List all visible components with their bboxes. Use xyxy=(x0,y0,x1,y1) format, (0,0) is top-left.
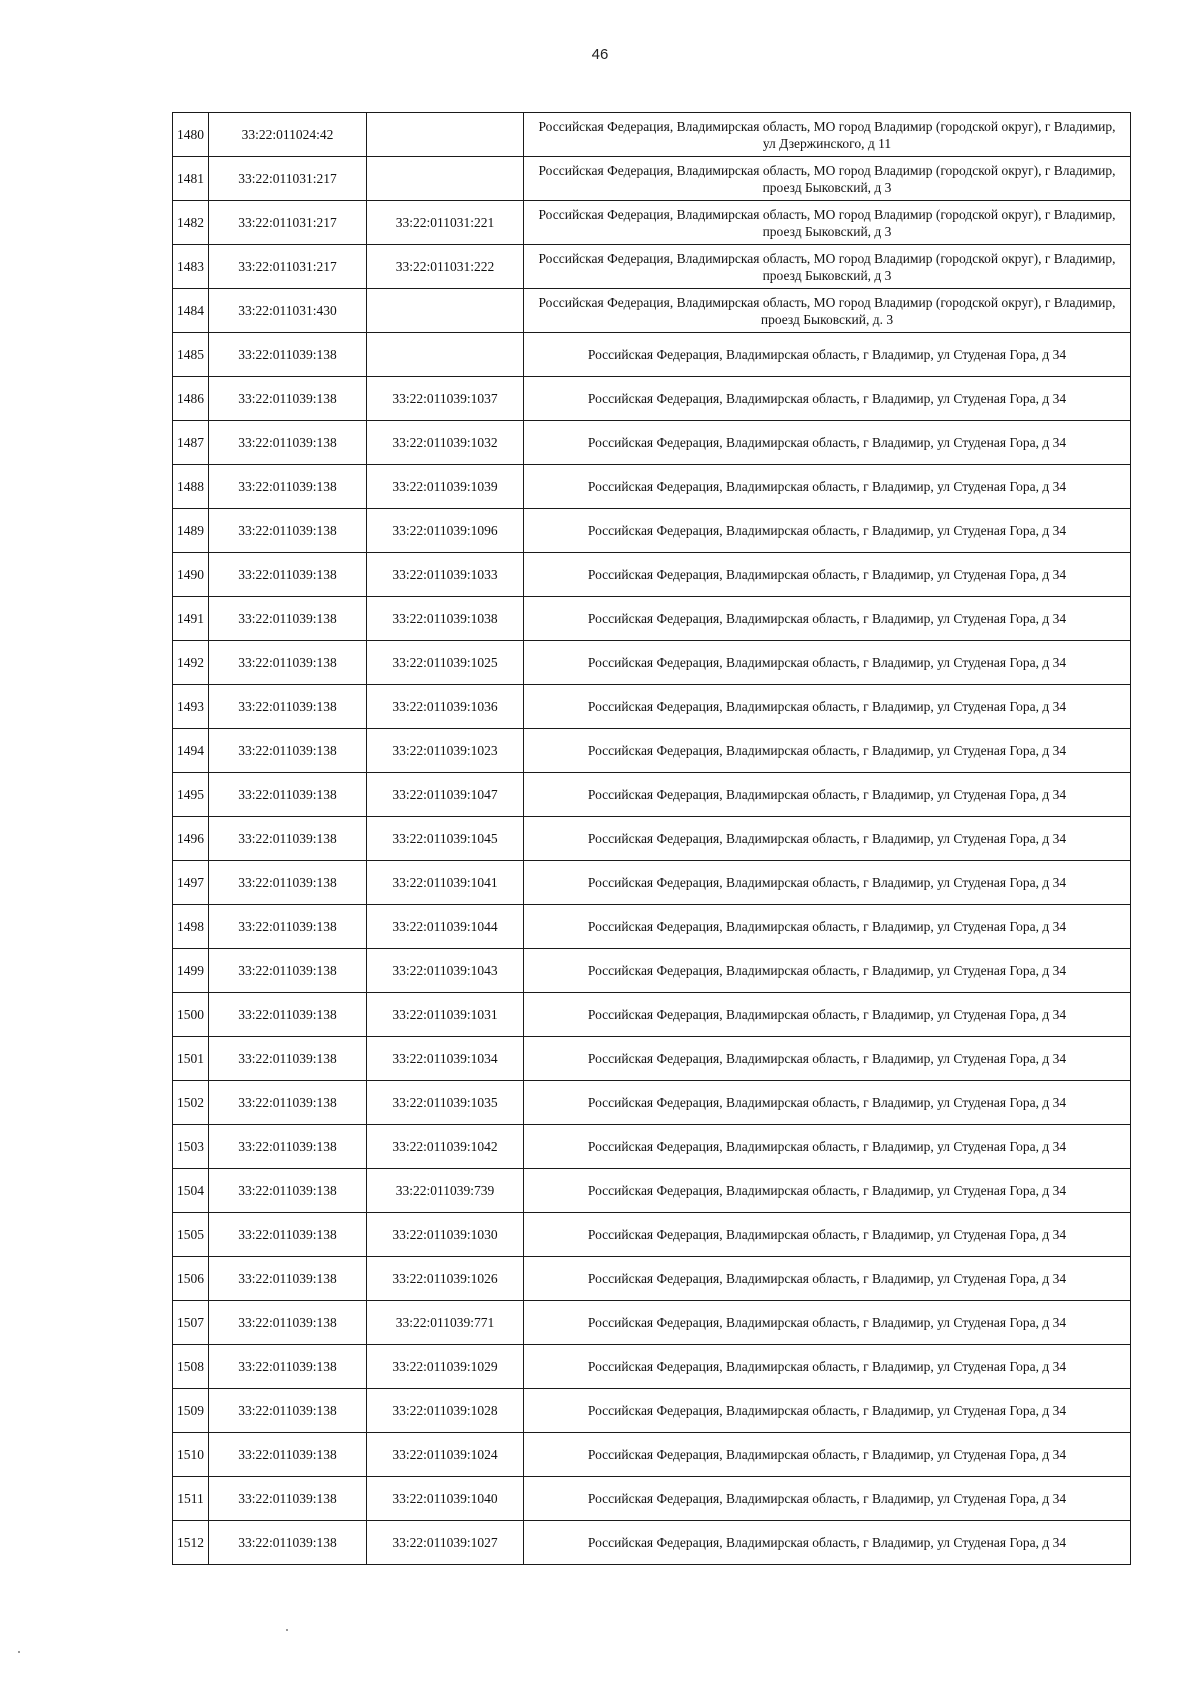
address-cell: Российская Федерация, Владимирская область, г Владимир, ул Студеная Гора, д 34 xyxy=(524,1081,1131,1125)
table-row xyxy=(173,1521,1131,1565)
row-number-cell: 1510 xyxy=(173,1433,209,1477)
row-number-cell: 1480 xyxy=(173,113,209,157)
row-number-cell: 1494 xyxy=(173,729,209,773)
address-cell: Российская Федерация, Владимирская область, МО город Владимир (городской округ), г Владимир, ул Дзержинского, д 11 xyxy=(524,113,1131,157)
row-number-cell: 1509 xyxy=(173,1389,209,1433)
table-row xyxy=(173,729,1131,773)
row-number-cell: 1512 xyxy=(173,1521,209,1565)
address-cell: Российская Федерация, Владимирская область, г Владимир, ул Студеная Гора, д 34 xyxy=(524,1433,1131,1477)
scan-speck xyxy=(286,1629,288,1631)
sub-object-number-cell: 33:22:011039:1025 xyxy=(367,641,524,685)
row-number-cell: 1483 xyxy=(173,245,209,289)
sub-object-number-cell: 33:22:011039:1037 xyxy=(367,377,524,421)
cadastral-number-cell: 33:22:011039:138 xyxy=(209,817,367,861)
address-cell: Российская Федерация, Владимирская область, г Владимир, ул Студеная Гора, д 34 xyxy=(524,685,1131,729)
table-row xyxy=(173,1477,1131,1521)
row-number-cell: 1502 xyxy=(173,1081,209,1125)
cadastral-number-cell: 33:22:011039:138 xyxy=(209,1081,367,1125)
row-number-cell: 1491 xyxy=(173,597,209,641)
table-row xyxy=(173,509,1131,553)
page-number: 46 xyxy=(591,46,609,63)
row-number-cell: 1504 xyxy=(173,1169,209,1213)
address-cell: Российская Федерация, Владимирская область, г Владимир, ул Студеная Гора, д 34 xyxy=(524,1213,1131,1257)
sub-object-number-cell: 33:22:011039:1035 xyxy=(367,1081,524,1125)
sub-object-number-cell: 33:22:011039:1047 xyxy=(367,773,524,817)
cadastral-number-cell: 33:22:011039:138 xyxy=(209,553,367,597)
table-row xyxy=(173,1389,1131,1433)
sub-object-number-cell: 33:22:011031:222 xyxy=(367,245,524,289)
table-row xyxy=(173,1213,1131,1257)
table-row xyxy=(173,245,1131,289)
address-cell: Российская Федерация, Владимирская область, г Владимир, ул Студеная Гора, д 34 xyxy=(524,333,1131,377)
sub-object-number-cell: 33:22:011039:771 xyxy=(367,1301,524,1345)
row-number-cell: 1486 xyxy=(173,377,209,421)
sub-object-number-cell: 33:22:011039:1033 xyxy=(367,553,524,597)
table-row xyxy=(173,377,1131,421)
cadastral-number-cell: 33:22:011039:138 xyxy=(209,641,367,685)
table-row xyxy=(173,861,1131,905)
cadastral-number-cell: 33:22:011039:138 xyxy=(209,1257,367,1301)
table-row xyxy=(173,1257,1131,1301)
address-cell: Российская Федерация, Владимирская область, г Владимир, ул Студеная Гора, д 34 xyxy=(524,773,1131,817)
table-row xyxy=(173,817,1131,861)
table-row xyxy=(173,113,1131,157)
row-number-cell: 1508 xyxy=(173,1345,209,1389)
cadastral-number-cell: 33:22:011039:138 xyxy=(209,729,367,773)
table-row xyxy=(173,1125,1131,1169)
sub-object-number-cell: 33:22:011039:1030 xyxy=(367,1213,524,1257)
address-cell: Российская Федерация, Владимирская область, г Владимир, ул Студеная Гора, д 34 xyxy=(524,1521,1131,1565)
row-number-cell: 1506 xyxy=(173,1257,209,1301)
cadastral-number-cell: 33:22:011024:42 xyxy=(209,113,367,157)
address-cell: Российская Федерация, Владимирская область, г Владимир, ул Студеная Гора, д 34 xyxy=(524,1037,1131,1081)
cadastral-number-cell: 33:22:011039:138 xyxy=(209,377,367,421)
row-number-cell: 1492 xyxy=(173,641,209,685)
table-row xyxy=(173,685,1131,729)
sub-object-number-cell: 33:22:011039:1039 xyxy=(367,465,524,509)
address-cell: Российская Федерация, Владимирская область, г Владимир, ул Студеная Гора, д 34 xyxy=(524,1389,1131,1433)
cadastral-number-cell: 33:22:011039:138 xyxy=(209,1345,367,1389)
table-row xyxy=(173,597,1131,641)
sub-object-number-cell: 33:22:011039:1028 xyxy=(367,1389,524,1433)
sub-object-number-cell: 33:22:011039:1044 xyxy=(367,905,524,949)
address-cell: Российская Федерация, Владимирская область, МО город Владимир (городской округ), г Владимир, проезд Быковский, д. 3 xyxy=(524,289,1131,333)
sub-object-number-cell xyxy=(367,113,524,157)
address-cell: Российская Федерация, Владимирская область, г Владимир, ул Студеная Гора, д 34 xyxy=(524,1125,1131,1169)
address-cell: Российская Федерация, Владимирская область, МО город Владимир (городской округ), г Владимир, проезд Быковский, д 3 xyxy=(524,245,1131,289)
registry-table xyxy=(172,112,1131,1565)
row-number-cell: 1499 xyxy=(173,949,209,993)
cadastral-number-cell: 33:22:011039:138 xyxy=(209,1213,367,1257)
table-row xyxy=(173,289,1131,333)
table-row xyxy=(173,201,1131,245)
cadastral-number-cell: 33:22:011039:138 xyxy=(209,421,367,465)
row-number-cell: 1501 xyxy=(173,1037,209,1081)
row-number-cell: 1482 xyxy=(173,201,209,245)
address-cell: Российская Федерация, Владимирская область, г Владимир, ул Студеная Гора, д 34 xyxy=(524,377,1131,421)
row-number-cell: 1488 xyxy=(173,465,209,509)
address-cell: Российская Федерация, Владимирская область, МО город Владимир (городской округ), г Владимир, проезд Быковский, д 3 xyxy=(524,201,1131,245)
cadastral-number-cell: 33:22:011039:138 xyxy=(209,861,367,905)
table-row xyxy=(173,1345,1131,1389)
row-number-cell: 1507 xyxy=(173,1301,209,1345)
sub-object-number-cell: 33:22:011039:739 xyxy=(367,1169,524,1213)
sub-object-number-cell: 33:22:011039:1096 xyxy=(367,509,524,553)
sub-object-number-cell: 33:22:011039:1038 xyxy=(367,597,524,641)
cadastral-number-cell: 33:22:011039:138 xyxy=(209,993,367,1037)
row-number-cell: 1481 xyxy=(173,157,209,201)
table-row xyxy=(173,157,1131,201)
address-cell: Российская Федерация, Владимирская область, г Владимир, ул Студеная Гора, д 34 xyxy=(524,1477,1131,1521)
cadastral-number-cell: 33:22:011039:138 xyxy=(209,949,367,993)
cadastral-number-cell: 33:22:011039:138 xyxy=(209,1389,367,1433)
table-row xyxy=(173,773,1131,817)
row-number-cell: 1487 xyxy=(173,421,209,465)
table-row xyxy=(173,949,1131,993)
row-number-cell: 1484 xyxy=(173,289,209,333)
registry-table-body xyxy=(173,113,1131,1565)
row-number-cell: 1496 xyxy=(173,817,209,861)
address-cell: Российская Федерация, Владимирская область, г Владимир, ул Студеная Гора, д 34 xyxy=(524,817,1131,861)
sub-object-number-cell: 33:22:011039:1036 xyxy=(367,685,524,729)
sub-object-number-cell: 33:22:011039:1027 xyxy=(367,1521,524,1565)
row-number-cell: 1489 xyxy=(173,509,209,553)
table-row xyxy=(173,641,1131,685)
row-number-cell: 1490 xyxy=(173,553,209,597)
row-number-cell: 1503 xyxy=(173,1125,209,1169)
address-cell: Российская Федерация, Владимирская область, г Владимир, ул Студеная Гора, д 34 xyxy=(524,465,1131,509)
address-cell: Российская Федерация, Владимирская область, г Владимир, ул Студеная Гора, д 34 xyxy=(524,421,1131,465)
row-number-cell: 1505 xyxy=(173,1213,209,1257)
row-number-cell: 1493 xyxy=(173,685,209,729)
cadastral-number-cell: 33:22:011039:138 xyxy=(209,1301,367,1345)
cadastral-number-cell: 33:22:011031:217 xyxy=(209,201,367,245)
cadastral-number-cell: 33:22:011039:138 xyxy=(209,685,367,729)
table-row xyxy=(173,421,1131,465)
cadastral-number-cell: 33:22:011031:217 xyxy=(209,245,367,289)
table-row xyxy=(173,1081,1131,1125)
address-cell: Российская Федерация, Владимирская область, г Владимир, ул Студеная Гора, д 34 xyxy=(524,861,1131,905)
cadastral-number-cell: 33:22:011031:430 xyxy=(209,289,367,333)
table-row xyxy=(173,1433,1131,1477)
sub-object-number-cell: 33:22:011039:1042 xyxy=(367,1125,524,1169)
cadastral-number-cell: 33:22:011039:138 xyxy=(209,1037,367,1081)
row-number-cell: 1495 xyxy=(173,773,209,817)
address-cell: Российская Федерация, Владимирская область, г Владимир, ул Студеная Гора, д 34 xyxy=(524,641,1131,685)
cadastral-number-cell: 33:22:011039:138 xyxy=(209,1521,367,1565)
address-cell: Российская Федерация, Владимирская область, г Владимир, ул Студеная Гора, д 34 xyxy=(524,1257,1131,1301)
sub-object-number-cell: 33:22:011039:1040 xyxy=(367,1477,524,1521)
address-cell: Российская Федерация, Владимирская область, г Владимир, ул Студеная Гора, д 34 xyxy=(524,905,1131,949)
cadastral-number-cell: 33:22:011039:138 xyxy=(209,1477,367,1521)
sub-object-number-cell xyxy=(367,333,524,377)
cadastral-number-cell: 33:22:011039:138 xyxy=(209,597,367,641)
cadastral-number-cell: 33:22:011039:138 xyxy=(209,1433,367,1477)
cadastral-number-cell: 33:22:011039:138 xyxy=(209,1125,367,1169)
cadastral-number-cell: 33:22:011039:138 xyxy=(209,1169,367,1213)
address-cell: Российская Федерация, Владимирская область, г Владимир, ул Студеная Гора, д 34 xyxy=(524,597,1131,641)
cadastral-number-cell: 33:22:011039:138 xyxy=(209,773,367,817)
sub-object-number-cell: 33:22:011031:221 xyxy=(367,201,524,245)
sub-object-number-cell: 33:22:011039:1032 xyxy=(367,421,524,465)
row-number-cell: 1511 xyxy=(173,1477,209,1521)
table-row xyxy=(173,333,1131,377)
cadastral-number-cell: 33:22:011039:138 xyxy=(209,465,367,509)
sub-object-number-cell: 33:22:011039:1024 xyxy=(367,1433,524,1477)
address-cell: Российская Федерация, Владимирская область, г Владимир, ул Студеная Гора, д 34 xyxy=(524,993,1131,1037)
cadastral-number-cell: 33:22:011031:217 xyxy=(209,157,367,201)
address-cell: Российская Федерация, Владимирская область, МО город Владимир (городской округ), г Владимир, проезд Быковский, д 3 xyxy=(524,157,1131,201)
address-cell: Российская Федерация, Владимирская область, г Владимир, ул Студеная Гора, д 34 xyxy=(524,553,1131,597)
table-row xyxy=(173,905,1131,949)
row-number-cell: 1500 xyxy=(173,993,209,1037)
sub-object-number-cell: 33:22:011039:1045 xyxy=(367,817,524,861)
row-number-cell: 1498 xyxy=(173,905,209,949)
table-row xyxy=(173,993,1131,1037)
address-cell: Российская Федерация, Владимирская область, г Владимир, ул Студеная Гора, д 34 xyxy=(524,509,1131,553)
sub-object-number-cell: 33:22:011039:1026 xyxy=(367,1257,524,1301)
cadastral-number-cell: 33:22:011039:138 xyxy=(209,905,367,949)
address-cell: Российская Федерация, Владимирская область, г Владимир, ул Студеная Гора, д 34 xyxy=(524,1301,1131,1345)
cadastral-number-cell: 33:22:011039:138 xyxy=(209,333,367,377)
scan-speck xyxy=(18,1651,20,1653)
table-row xyxy=(173,1301,1131,1345)
sub-object-number-cell xyxy=(367,157,524,201)
table-row xyxy=(173,1169,1131,1213)
row-number-cell: 1497 xyxy=(173,861,209,905)
table-row xyxy=(173,465,1131,509)
sub-object-number-cell: 33:22:011039:1031 xyxy=(367,993,524,1037)
sub-object-number-cell: 33:22:011039:1023 xyxy=(367,729,524,773)
cadastral-number-cell: 33:22:011039:138 xyxy=(209,509,367,553)
address-cell: Российская Федерация, Владимирская область, г Владимир, ул Студеная Гора, д 34 xyxy=(524,729,1131,773)
sub-object-number-cell: 33:22:011039:1029 xyxy=(367,1345,524,1389)
address-cell: Российская Федерация, Владимирская область, г Владимир, ул Студеная Гора, д 34 xyxy=(524,1169,1131,1213)
table-row xyxy=(173,1037,1131,1081)
sub-object-number-cell: 33:22:011039:1034 xyxy=(367,1037,524,1081)
address-cell: Российская Федерация, Владимирская область, г Владимир, ул Студеная Гора, д 34 xyxy=(524,949,1131,993)
row-number-cell: 1485 xyxy=(173,333,209,377)
sub-object-number-cell: 33:22:011039:1043 xyxy=(367,949,524,993)
address-cell: Российская Федерация, Владимирская область, г Владимир, ул Студеная Гора, д 34 xyxy=(524,1345,1131,1389)
sub-object-number-cell xyxy=(367,289,524,333)
table-row xyxy=(173,553,1131,597)
sub-object-number-cell: 33:22:011039:1041 xyxy=(367,861,524,905)
